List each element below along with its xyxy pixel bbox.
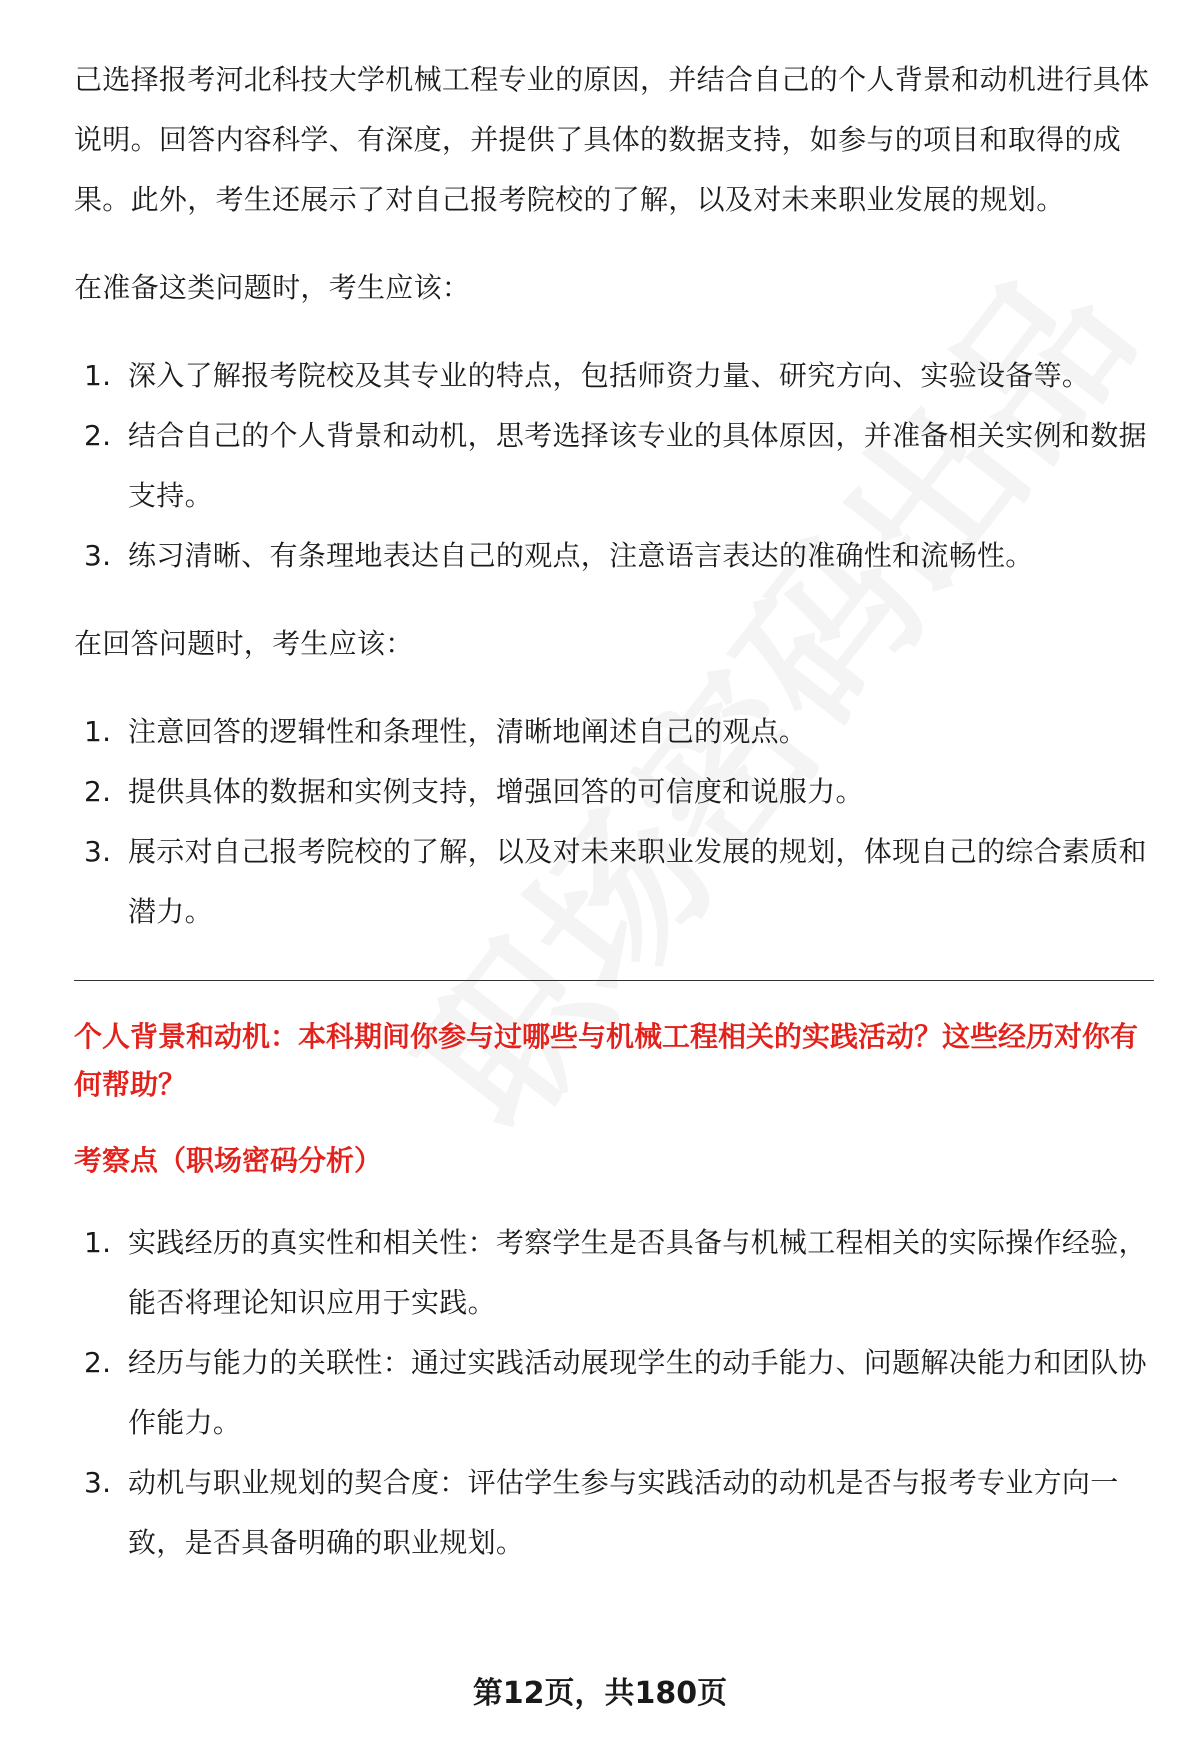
list-item xyxy=(74,702,1154,762)
answer-list xyxy=(74,702,1154,942)
list-item xyxy=(74,1333,1154,1453)
question-title: 个人背景和动机：本科期间你参与过哪些与机械工程相关的实践活动？这些经历对你有何帮助？ xyxy=(74,1020,1139,1101)
list-item xyxy=(74,526,1154,586)
list-text: 深入了解报考院校及其专业的特点，包括师资力量、研究方向、实验设备等。 xyxy=(128,359,1091,392)
list-item xyxy=(74,1213,1154,1333)
intro-paragraph: 己选择报考河北科技大学机械工程专业的原因，并结合自己的个人背景和动机进行具体说明。回答内容科学、有深度，并提供了具体的数据支持，如参与的项目和取得的成果。此外，考生还展示了对自己报考院校的了解，以及对未来职业发展的规划。 xyxy=(74,63,1150,216)
prep-heading: 在准备这类问题时，考生应该： xyxy=(74,271,471,304)
list-text: 结合自己的个人背景和动机，思考选择该专业的具体原因，并准备相关实例和数据支持。 xyxy=(128,419,1147,512)
list-item xyxy=(74,762,1154,822)
list-number: 1. xyxy=(84,715,112,748)
list-text: 实践经历的真实性和相关性：考察学生是否具备与机械工程相关的实际操作经验，能否将理论知识应用于实践。 xyxy=(128,1226,1147,1319)
section-divider xyxy=(74,980,1154,981)
list-number: 2. xyxy=(84,1346,112,1379)
list-text: 经历与能力的关联性：通过实践活动展现学生的动手能力、问题解决能力和团队协作能力。 xyxy=(128,1346,1147,1439)
assessment-list xyxy=(74,1213,1154,1573)
list-number: 3. xyxy=(84,835,112,868)
list-number: 2. xyxy=(84,775,112,808)
list-text: 练习清晰、有条理地表达自己的观点，注意语言表达的准确性和流畅性。 xyxy=(128,539,1034,572)
list-item xyxy=(74,1453,1154,1573)
section-heading: 考察点（职场密码分析） xyxy=(74,1144,383,1177)
list-text: 提供具体的数据和实例支持，增强回答的可信度和说服力。 xyxy=(128,775,864,808)
page-content xyxy=(74,50,1154,1573)
list-number: 2. xyxy=(84,419,112,452)
list-text: 展示对自己报考院校的了解，以及对未来职业发展的规划，体现自己的综合素质和潜力。 xyxy=(128,835,1147,928)
answer-heading: 在回答问题时，考生应该： xyxy=(74,627,414,660)
list-number: 1. xyxy=(84,359,112,392)
list-item xyxy=(74,346,1154,406)
list-item xyxy=(74,406,1154,526)
prep-list xyxy=(74,346,1154,586)
page-footer: 第12页，共180页 xyxy=(472,1676,728,1711)
list-text: 动机与职业规划的契合度：评估学生参与实践活动的动机是否与报考专业方向一致，是否具备明确的职业规划。 xyxy=(128,1466,1119,1559)
list-number: 3. xyxy=(84,539,112,572)
list-item xyxy=(74,822,1154,942)
list-text: 注意回答的逻辑性和条理性，清晰地阐述自己的观点。 xyxy=(128,715,808,748)
list-number: 1. xyxy=(84,1226,112,1259)
list-number: 3. xyxy=(84,1466,112,1499)
